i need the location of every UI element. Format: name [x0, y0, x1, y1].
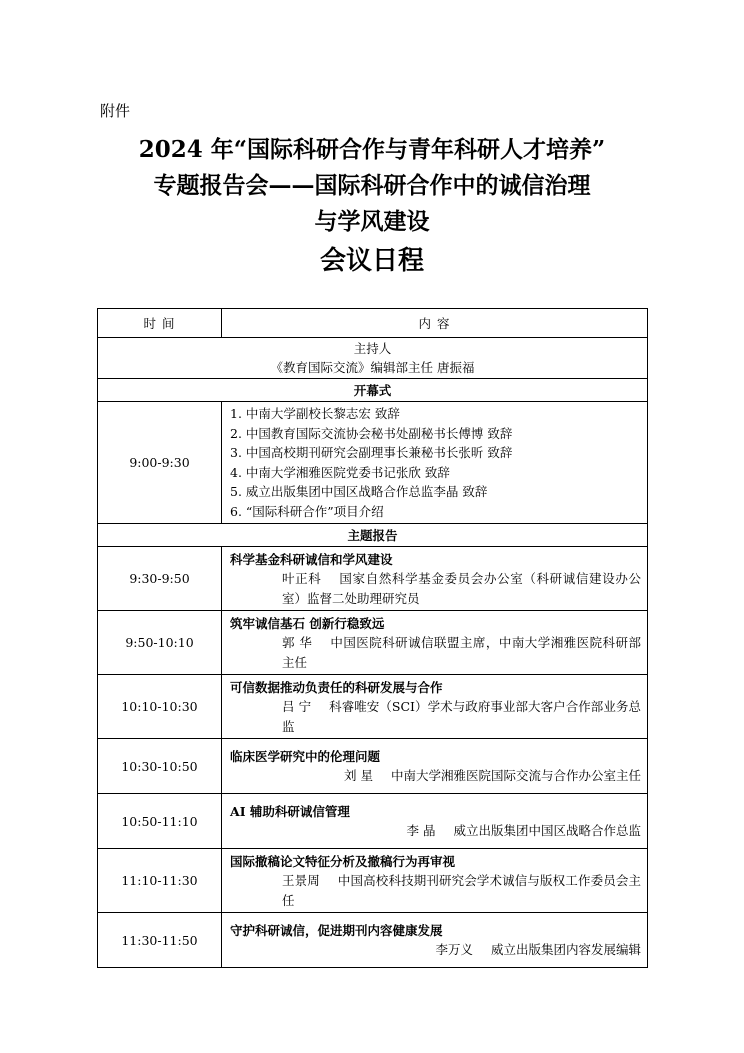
opening-time: 9:00-9:30 [98, 402, 222, 524]
report-speaker-line [230, 633, 641, 672]
speaker-affiliation: 中国医院科研诚信联盟主席，中南大学湘雅医院科研部主任 [282, 635, 641, 670]
report-title: 可信数据推动负责任的科研发展与合作 [230, 680, 443, 695]
report-title: 国际撤稿论文特征分析及撤稿行为再审视 [230, 854, 456, 869]
table-row [98, 547, 648, 611]
opening-label: 开幕式 [98, 379, 648, 402]
speaker-affiliation: 威立出版集团中国区战略合作总监 [453, 823, 641, 839]
report-speaker-line [230, 940, 641, 960]
header-time: 时 间 [98, 309, 222, 338]
report-time: 11:10-11:30 [98, 849, 222, 913]
report-title: 守护科研诚信，促进期刊内容健康发展 [230, 923, 443, 939]
list-item: 5. 威立出版集团中国区战略合作总监李晶 致辞 [230, 484, 488, 499]
reports-label: 主题报告 [98, 524, 648, 547]
report-title: 科学基金科研诚信和学风建设 [230, 552, 393, 567]
host-label: 主持人 [353, 341, 392, 356]
report-time: 10:30-10:50 [98, 739, 222, 794]
table-row [98, 794, 648, 849]
table-row [98, 611, 648, 675]
report-cell [222, 547, 648, 611]
report-cell [222, 675, 648, 739]
opening-items [222, 402, 648, 524]
speaker-name: 王景周 [282, 873, 320, 888]
report-cell [222, 611, 648, 675]
speaker-name: 刘 星 [344, 768, 373, 784]
host-row [98, 338, 648, 379]
speaker-name: 吕 宁 [282, 699, 312, 714]
report-time: 10:50-11:10 [98, 794, 222, 849]
speaker-affiliation: 中国高校科技期刊研究会学术诚信与版权工作委员会主任 [282, 873, 641, 908]
speaker-name: 李 晶 [406, 823, 436, 839]
list-item: 4. 中南大学湘雅医院党委书记张欣 致辞 [230, 464, 450, 480]
list-item: 6. “国际科研合作”项目介绍 [230, 503, 384, 519]
reports-section-row [98, 524, 648, 547]
report-title: 临床医学研究中的伦理问题 [230, 749, 381, 765]
report-speaker-line [230, 871, 641, 910]
report-speaker-line [230, 766, 641, 786]
host-cell [98, 338, 648, 379]
attachment-label: 附件 [100, 102, 131, 120]
header-content: 内 容 [222, 309, 648, 338]
table-header-row [98, 309, 648, 338]
speaker-affiliation: 国家自然科学基金委员会办公室（科研诚信建设办公室）监督二处助理研究员 [282, 571, 641, 606]
report-time: 11:30-11:50 [98, 913, 222, 968]
table-row [98, 675, 648, 739]
report-speaker-line [230, 821, 641, 841]
list-item: 3. 中国高校期刊研究会副理事长兼秘书长张昕 致辞 [230, 445, 513, 460]
title-line-2: 专题报告会——国际科研合作中的诚信治理 [153, 172, 591, 199]
speaker-name: 郭 华 [282, 635, 313, 650]
speaker-affiliation: 威立出版集团内容发展编辑 [490, 942, 641, 958]
report-time: 10:10-10:30 [98, 675, 222, 739]
report-speaker-line [230, 569, 641, 608]
speaker-name: 叶正科 [282, 571, 322, 586]
host-detail: 《教育国际交流》编辑部主任 唐振福 [270, 360, 475, 375]
title-line-1: 2024 年“国际科研合作与青年科研人才培养” [138, 136, 606, 163]
opening-row [98, 402, 648, 524]
agenda-title: 会议日程 [319, 246, 424, 276]
opening-section-row [98, 379, 648, 402]
report-cell [222, 739, 648, 794]
list-item: 1. 中南大学副校长黎志宏 致辞 [230, 406, 400, 421]
table-row [98, 739, 648, 794]
speaker-affiliation: 科睿唯安（SCI）学术与政府事业部大客户合作部业务总监 [282, 699, 641, 734]
report-time: 9:30-9:50 [98, 547, 222, 611]
list-item: 2. 中国教育国际交流协会秘书处副秘书长傅博 致辞 [230, 425, 513, 441]
report-cell [222, 794, 648, 849]
report-time: 9:50-10:10 [98, 611, 222, 675]
report-cell [222, 913, 648, 968]
table-row [98, 849, 648, 913]
agenda-table [97, 308, 648, 968]
report-title: AI 辅助科研诚信管理 [230, 804, 350, 820]
table-row [98, 913, 648, 968]
title-line-3: 与学风建设 [314, 208, 430, 235]
speaker-affiliation: 中南大学湘雅医院国际交流与合作办公室主任 [390, 768, 641, 784]
speaker-name: 李万义 [435, 942, 473, 958]
report-cell [222, 849, 648, 913]
report-speaker-line [230, 697, 641, 736]
report-title: 筑牢诚信基石 创新行稳致远 [230, 616, 385, 631]
